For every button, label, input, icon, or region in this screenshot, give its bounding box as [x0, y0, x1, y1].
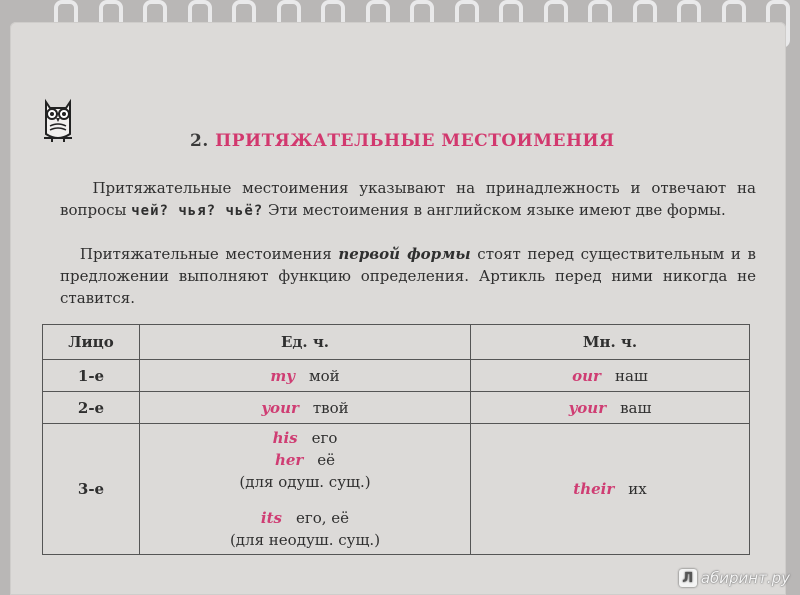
table-row: [43, 360, 750, 392]
header-singular: Ед. ч.: [140, 325, 471, 360]
russian-translation: твой: [312, 398, 349, 417]
paragraph-1-text-a: Притяжательные местоимения указывают на принадлежность и отвечают на вопросы: [60, 179, 756, 219]
singular-cell: [140, 360, 471, 392]
watermark: [679, 569, 790, 587]
watermark-logo: Л: [679, 569, 697, 587]
table-row: [43, 392, 750, 424]
owl-icon: [40, 96, 76, 144]
paragraph-2: [60, 243, 756, 309]
english-pronoun: your: [261, 398, 299, 417]
singular-cell: [140, 424, 471, 555]
table-row: [43, 424, 750, 555]
table-header-row: [43, 325, 750, 360]
english-pronoun: our: [572, 366, 601, 385]
russian-translation: мой: [308, 366, 340, 385]
usage-note: (для одуш. сущ.): [239, 473, 371, 491]
russian-translation: его, её: [296, 509, 350, 527]
paragraph-1-text-b: Эти местоимения в английском языке имеют две формы.: [263, 201, 726, 219]
header-plural: Мн. ч.: [471, 325, 750, 360]
watermark-text: абиринт.ру: [700, 569, 790, 587]
paragraph-2-text-b: стоят перед существительным и в предложении выполняют функцию определения. Артикль перед ними никогда не ставится.: [60, 245, 757, 307]
paragraph-2-text-a: Притяжательные местоимения: [79, 245, 339, 263]
paragraph-2-emphasis: первой формы: [338, 245, 471, 263]
person-cell: 3-е: [43, 424, 140, 555]
english-pronoun: your: [568, 398, 607, 417]
section-heading: [190, 131, 615, 151]
english-pronoun: his: [272, 429, 298, 447]
paragraph-1-questions: чей? чья? чьё?: [131, 203, 264, 219]
pronouns-table: [42, 324, 750, 555]
heading-number: 2.: [190, 131, 209, 151]
usage-note: (для неодуш. сущ.): [229, 531, 381, 549]
english-pronoun: my: [270, 366, 295, 385]
english-pronoun: its: [260, 509, 282, 527]
header-person: Лицо: [43, 325, 140, 360]
english-pronoun: their: [573, 480, 615, 498]
russian-translation: наш: [614, 366, 648, 385]
russian-translation: ваш: [620, 398, 652, 417]
singular-cell: [140, 392, 471, 424]
russian-translation: её: [317, 451, 336, 469]
plural-cell: [471, 392, 750, 424]
plural-cell: [471, 360, 750, 392]
paragraph-1: [60, 177, 756, 222]
heading-text: ПРИТЯЖАТЕЛЬНЫЕ МЕСТОИМЕНИЯ: [215, 131, 615, 151]
person-cell: 2-е: [43, 392, 140, 424]
english-pronoun: her: [274, 451, 304, 469]
plural-cell: [471, 424, 750, 555]
russian-translation: его: [311, 429, 338, 447]
person-cell: 1-е: [43, 360, 140, 392]
russian-translation: их: [628, 480, 647, 498]
